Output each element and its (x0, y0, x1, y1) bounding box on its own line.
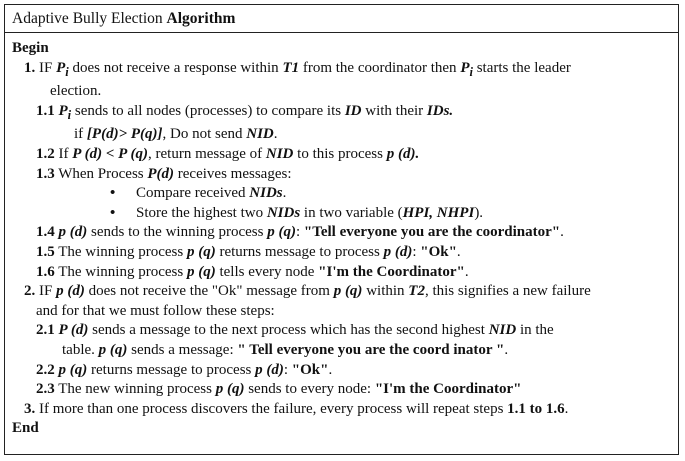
step-1-3-bullet-2: • Store the highest two NIDs in two variable (HPI, NHPI). (12, 204, 678, 224)
step-1-2: 1.2 If P (d) < P (q), return message of NID to this process p (d). (36, 145, 420, 162)
step-1-3: 1.3 When Process P(d) receives messages: (36, 165, 292, 182)
algorithm-box (4, 4, 679, 455)
begin-keyword: Begin (12, 40, 49, 56)
bullet-dot-icon: • (110, 185, 116, 202)
title-bold: Algorithm (166, 10, 236, 27)
step-1-4: 1.4 p (d) sends to the winning process p (q): "Tell everyone you are the coordinator". (36, 224, 564, 241)
step-2-1-line-1: 2.1 P (d) sends a message to the next process which has the second highest NID in the (36, 322, 554, 339)
algorithm-title (5, 5, 678, 33)
title-prefix: Adaptive Bully Election (12, 10, 167, 27)
step-1-5: 1.5 The winning process p (q) returns message to process p (d): "Ok". (36, 243, 461, 260)
step-2-3: 2.3 The new winning process p (q) sends to every node: "I'm the Coordinator" (36, 381, 522, 398)
step-1-line-2: election. (50, 83, 102, 100)
algorithm-body (5, 33, 678, 439)
step-3: 3. If more than one process discovers the failure, every process will repeat steps 1.1 to 1.6. (24, 400, 569, 417)
step-1-3-bullet-1: • Compare received NIDs. (12, 184, 678, 204)
step-1-line-1: 1. IF $P_i$ does not receive a response within T1 from the coordinator then $P_i$ starts the leader (24, 59, 571, 79)
step-2-2: 2.2 p (q) returns message to process p (d): "Ok". (36, 361, 333, 378)
bullet-dot-icon: • (110, 204, 116, 221)
step-1-1-line-2: if [P(d)> P(q)], Do not send NID. (74, 126, 278, 143)
step-2-1-line-2: table. p (q) sends a message: " Tell everyone you are the coord inator ". (62, 341, 509, 358)
step-1-1-line-1: 1.1 $P_i$ sends to all nodes (processes) to compare its ID with their IDs. (36, 102, 454, 122)
step-2-line-1: 2. IF p (d) does not receive the "Ok" message from p (q) within T2, this signifies a new failure (24, 283, 591, 300)
step-2-line-2: and for that we must follow these steps: (36, 302, 275, 319)
end-keyword: End (12, 420, 39, 437)
step-1-6: 1.6 The winning process p (q) tells every node "I'm the Coordinator". (36, 263, 469, 280)
